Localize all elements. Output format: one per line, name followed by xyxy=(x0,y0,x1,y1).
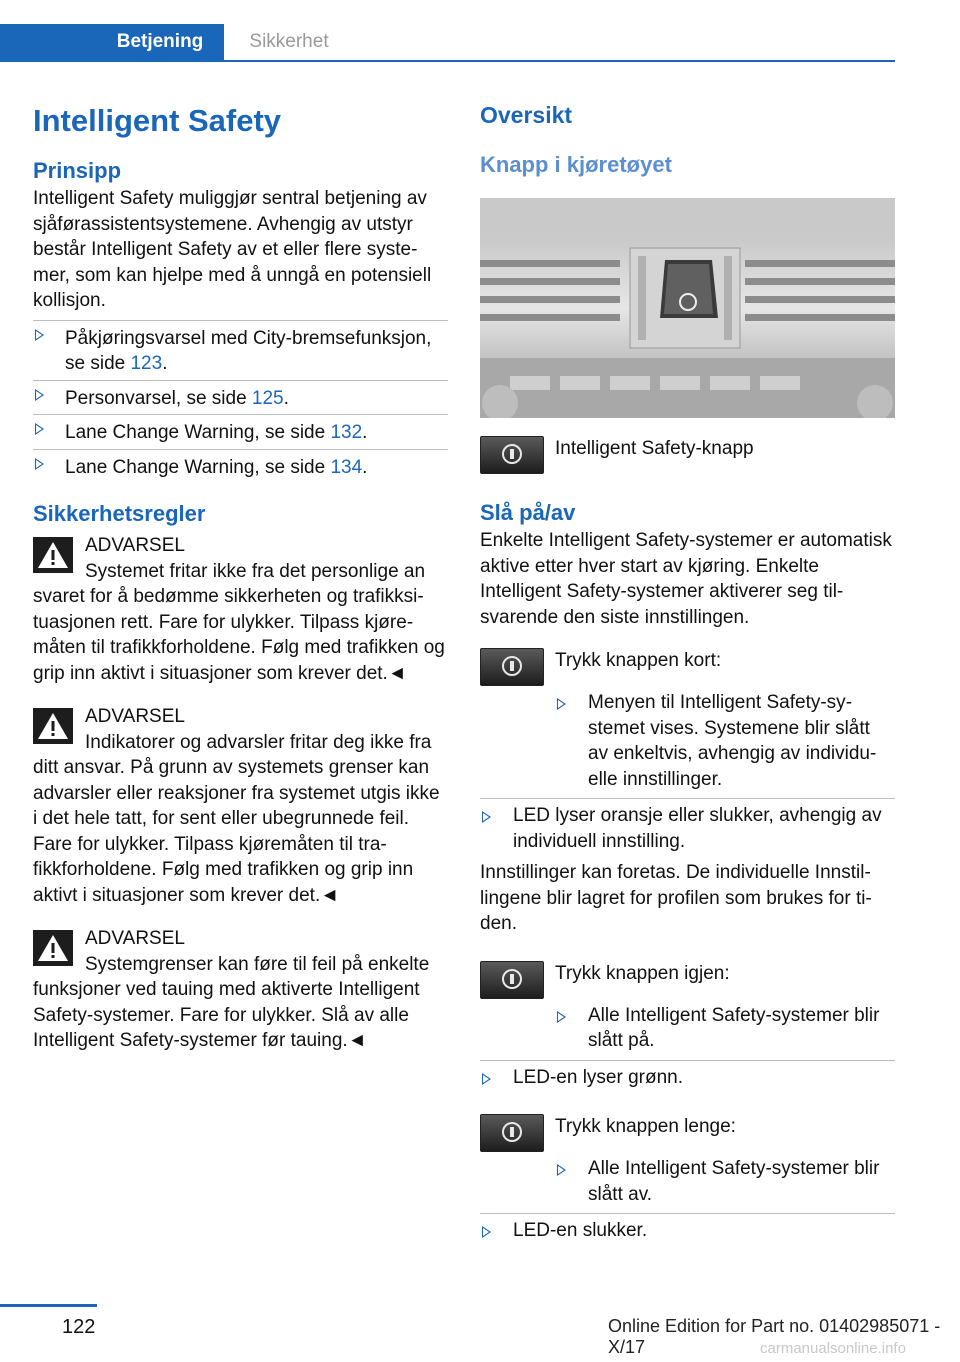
intelligent-safety-button-icon xyxy=(480,1114,544,1152)
press-again-row xyxy=(480,961,895,1003)
list-item: Lane Change Warning, se side 132. xyxy=(33,414,448,449)
divider xyxy=(480,798,895,799)
warning-title: ADVARSEL xyxy=(85,928,185,949)
dashboard-photo xyxy=(480,198,895,418)
onoff-heading: Slå på/av xyxy=(480,500,576,525)
warning-triangle-icon xyxy=(33,537,73,573)
press-short-list xyxy=(555,690,895,792)
page-link-123[interactable]: 123 xyxy=(130,353,163,374)
press-again-list xyxy=(555,1003,895,1054)
warning-text: ditt ansvar. På grunn av systemets grenser kan advarsler eller reaksjoner fra systemet utgis ikke i det hele tatt, for sent eller ubegrunnede feil. Fare for ulykker. Tilpass kjøremåten til trafikkforholdene. Følg med trafikken og grip inn aktivt i situasjoner som krever det.◄ xyxy=(33,757,440,906)
warning-title: ADVARSEL xyxy=(85,706,185,727)
triangle-bullet-icon xyxy=(557,698,566,710)
triangle-bullet-icon xyxy=(482,1073,491,1085)
warning-text-first: Systemet fritar ikke fra det personlige an xyxy=(85,560,426,582)
warning-triangle-icon xyxy=(33,708,73,744)
triangle-bullet-icon xyxy=(482,811,491,823)
header-rule xyxy=(0,60,895,62)
intelligent-safety-button-icon xyxy=(480,648,544,686)
list-item: LED-en lyser grønn. xyxy=(480,1065,895,1091)
button-caption: Intelligent Safety-knapp xyxy=(555,438,754,459)
press-again-label: Trykk knappen igjen: xyxy=(555,962,730,984)
triangle-bullet-icon xyxy=(35,389,44,401)
tab-betjening[interactable]: Betjening xyxy=(0,24,224,60)
list-item: Alle Intelligent Safety-systemer blir slått på. xyxy=(555,1003,895,1054)
triangle-bullet-icon xyxy=(557,1164,566,1176)
left-column xyxy=(33,96,448,1054)
right-column xyxy=(480,100,895,1244)
led-green-list xyxy=(480,1065,895,1091)
page-title: Intelligent Safety xyxy=(33,103,282,138)
oversikt-heading: Oversikt xyxy=(480,102,573,128)
tab-sikkerhet[interactable]: Sikkerhet xyxy=(249,31,329,52)
divider xyxy=(480,1060,895,1061)
list-item: LED lyser oransje eller slukker, avhengig av individuell innstilling. xyxy=(480,803,895,854)
triangle-bullet-icon xyxy=(35,329,44,341)
warning-text-first: Systemgrenser kan føre til feil på enkelte xyxy=(85,953,430,975)
intelligent-safety-button-icon xyxy=(480,436,544,474)
page-link-125[interactable]: 125 xyxy=(251,387,284,409)
press-short-row xyxy=(480,648,895,690)
warning-text-first: Indikatorer og advarsler fritar deg ikke fra xyxy=(85,731,432,753)
safety-heading: Sikkerhetsregler xyxy=(33,501,206,526)
warning-text: funksjoner ved tauing med aktiverte Intelligent Safety-systemer. Fare for ulykker. Slå av alle Intelligent Safety-systemer før tauing.◄ xyxy=(33,979,420,1051)
warning-triangle-icon xyxy=(33,930,73,966)
list-item: LED-en slukker. xyxy=(480,1218,895,1244)
onoff-text: Enkelte Intelligent Safety-systemer er automatisk aktive etter hver start av kjøring. Enkelte Intelligent Safety-systemer aktiverer seg tilsvarende den siste innstillingen. xyxy=(480,530,892,628)
list-item: Påkjøringsvarsel med City-bremsefunksjon, se side 123. xyxy=(33,320,448,380)
warning-text: svaret for å bedømme sikkerheten og trafikksituasjonen rett. Fare for ulykker. Tilpass kjøremåten til trafikkforholdene. Følg med trafikken og grip inn aktivt i situasjoner som krever det.◄ xyxy=(33,586,445,684)
triangle-bullet-icon xyxy=(35,423,44,435)
system-list xyxy=(33,320,448,484)
prinsipp-heading: Prinsipp xyxy=(33,158,122,183)
prinsipp-text: Intelligent Safety muliggjør sentral betjening av sjåførassistentsystemene. Avhengig av utstyr består Intelligent Safety av et eller flere systemer, som kan hjelpe med å unngå en potensiell kollisjon. xyxy=(33,188,432,311)
triangle-bullet-icon xyxy=(35,458,44,470)
list-item: Lane Change Warning, se side 134. xyxy=(33,449,448,484)
warning-block xyxy=(33,704,448,908)
triangle-bullet-icon xyxy=(557,1011,566,1023)
page-link-132[interactable]: 132 xyxy=(330,422,363,443)
edition-text: Online Edition for Part no. 01402985071 - X/17 xyxy=(608,1316,941,1357)
press-long-label: Trykk knappen lenge: xyxy=(555,1116,736,1137)
triangle-bullet-icon xyxy=(482,1226,491,1238)
warning-block xyxy=(33,533,448,686)
intelligent-safety-button-icon xyxy=(480,961,544,999)
press-long-list xyxy=(555,1156,895,1207)
list-item: Alle Intelligent Safety-systemer blir slått av. xyxy=(555,1156,895,1207)
press-short-label: Trykk knappen kort: xyxy=(555,650,722,671)
warning-block xyxy=(33,926,448,1054)
footer-rule xyxy=(0,1304,97,1307)
header-bar xyxy=(0,0,895,62)
button-caption-row xyxy=(480,436,895,478)
knapp-heading: Knapp i kjøretøyet xyxy=(480,152,672,177)
page-link-134[interactable]: 134 xyxy=(330,456,363,478)
watermark: carmanualsonline.info xyxy=(760,1340,906,1357)
settings-text: Innstillinger kan foretas. De individuelle Innstillingene blir lagret for profilen som brukes for tiden. xyxy=(480,862,872,934)
led-orange-list xyxy=(480,803,895,854)
list-item: Personvarsel, se side 125. xyxy=(33,380,448,415)
divider xyxy=(480,1213,895,1214)
dashboard-button-illustration xyxy=(480,198,895,418)
warning-title: ADVARSEL xyxy=(85,535,185,556)
page-number: 122 xyxy=(62,1316,96,1338)
led-off-list xyxy=(480,1218,895,1244)
list-item: Menyen til Intelligent Safety-systemet vises. Systemene blir slått av enkeltvis, avhengig av individuelle innstillinger. xyxy=(555,690,895,792)
press-long-row xyxy=(480,1114,895,1156)
